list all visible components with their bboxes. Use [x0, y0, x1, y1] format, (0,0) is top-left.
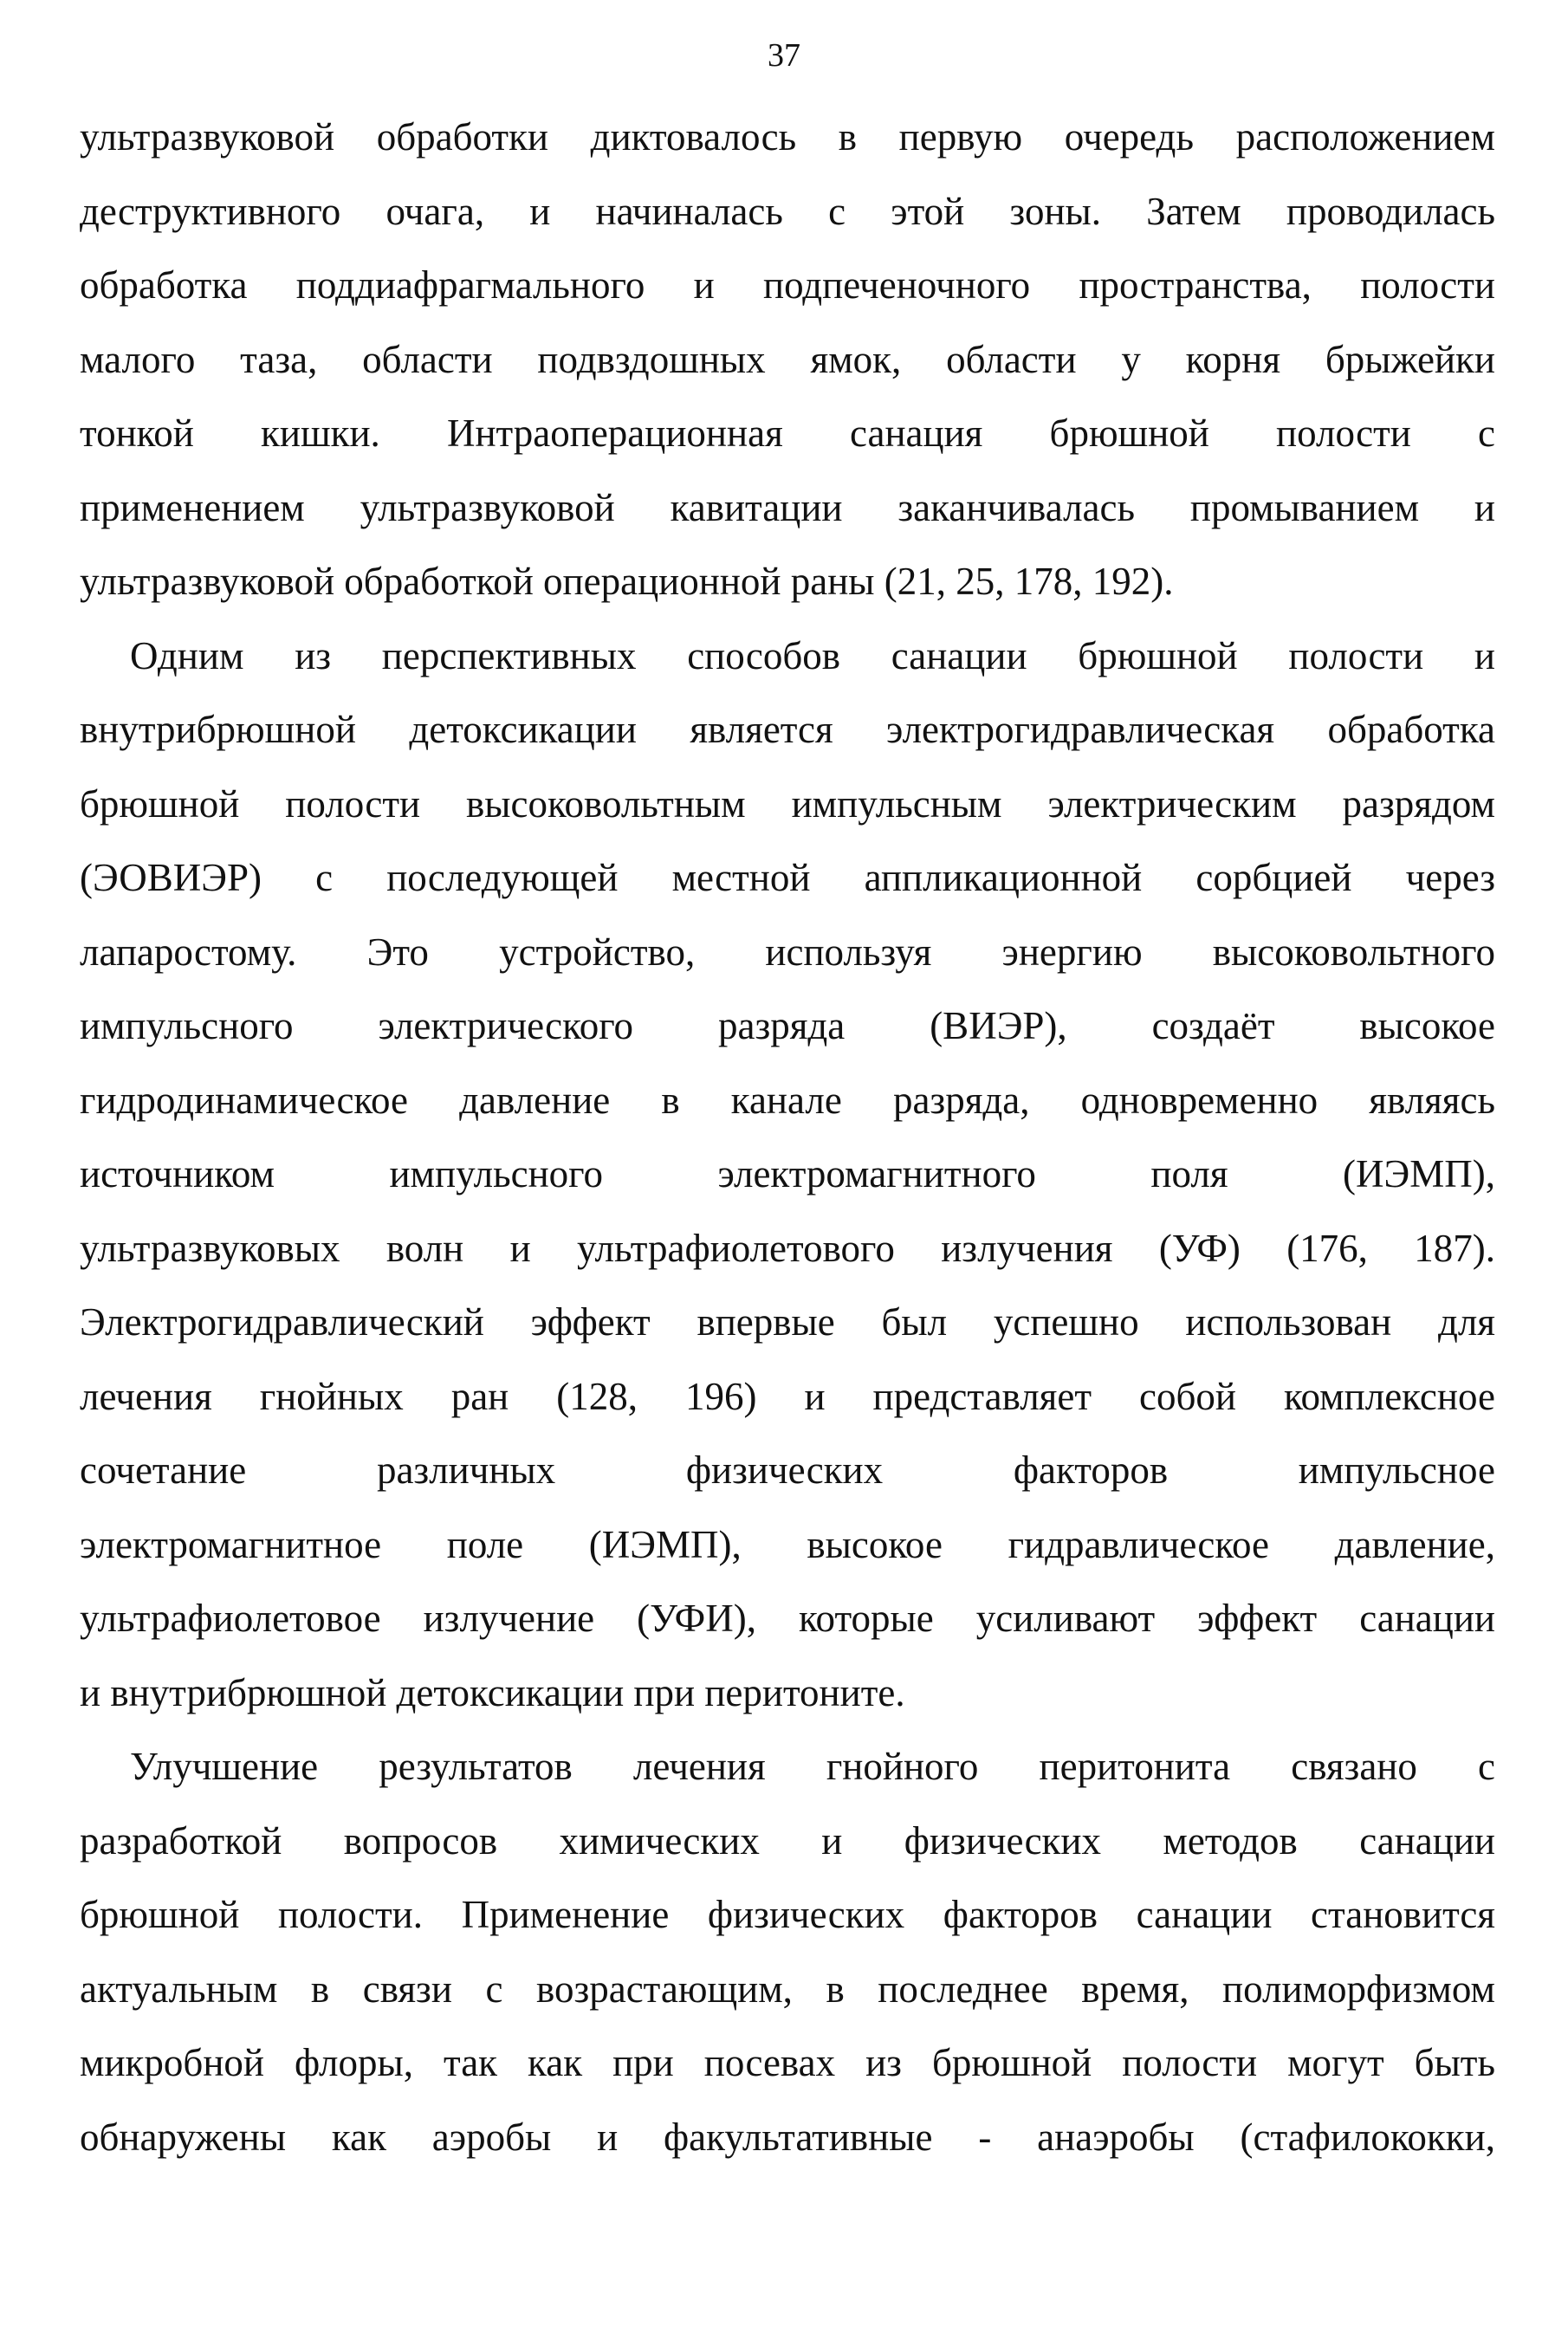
text-line: источником импульсного электромагнитного поля (ИЭМП),: [80, 1152, 1495, 1195]
text-line: брюшной полости высоковольтным импульсным электрическим разрядом: [80, 781, 1495, 826]
text-line: микробной флоры, так как при посевах из брюшной полости могут быть: [80, 2041, 1495, 2084]
text-line: малого таза, области подвздошных ямок, области у корня брыжейки: [80, 337, 1495, 381]
text-line: обработка поддиафрагмального и подпеченочного пространства, полости: [80, 263, 1495, 307]
text-line: брюшной полости. Применение физических факторов санации становится: [80, 1893, 1495, 1936]
page-number: 37: [768, 37, 800, 74]
text-line: импульсного электрического разряда (ВИЭР), создаёт высокое: [80, 1004, 1495, 1047]
text-line: (ЭОВИЭР) с последующей местной аппликационной сорбцией через: [80, 856, 1495, 899]
text-line: деструктивного очага, и начиналась с этой зоны. Затем проводилась: [80, 189, 1495, 233]
text-line: Одним из перспективных способов санации брюшной полости и: [130, 633, 1495, 677]
text-line: ультразвуковой обработки диктовалось в первую очередь расположением: [80, 115, 1495, 159]
text-line: электромагнитное поле (ИЭМП), высокое гидравлическое давление,: [80, 1522, 1495, 1566]
text-line: гидродинамическое давление в канале разряда, одновременно являясь: [80, 1078, 1495, 1122]
text-line: актуальным в связи с возрастающим, в последнее время, полиморфизмом: [80, 1966, 1495, 2011]
text-line: и внутрибрюшной детоксикации при перитоните.: [80, 1670, 905, 1714]
text-line: ультразвуковых волн и ультрафиолетового излучения (УФ) (176, 187).: [80, 1226, 1495, 1270]
text-line: ультрафиолетовое излучение (УФИ), которые усиливают эффект санации: [80, 1597, 1495, 1640]
text-line: применением ультразвуковой кавитации заканчивалась промыванием и: [80, 485, 1495, 529]
text-line: сочетание различных физических факторов импульсное: [80, 1448, 1495, 1492]
text-line: Улучшение результатов лечения гнойного перитонита связано с: [130, 1745, 1495, 1788]
text-line: ультразвуковой обработкой операционной раны (21, 25, 178, 192).: [80, 560, 1174, 603]
text-line: лапаростому. Это устройство, используя энергию высоковольтного: [80, 930, 1495, 974]
text-line: лечения гнойных ран (128, 196) и представляет собой комплексное: [80, 1374, 1495, 1418]
body-text: [80, 100, 1495, 2174]
text-line: тонкой кишки. Интраоперационная санация брюшной полости с: [80, 411, 1495, 455]
text-line: внутрибрюшной детоксикации является электрогидравлическая обработка: [80, 708, 1495, 751]
text-line: разработкой вопросов химических и физических методов санации: [80, 1818, 1495, 1863]
text-line: Электрогидравлический эффект впервые был успешно использован для: [80, 1300, 1495, 1344]
text-line: обнаружены как аэробы и факультативные - анаэробы (стафилококки,: [80, 2115, 1495, 2159]
